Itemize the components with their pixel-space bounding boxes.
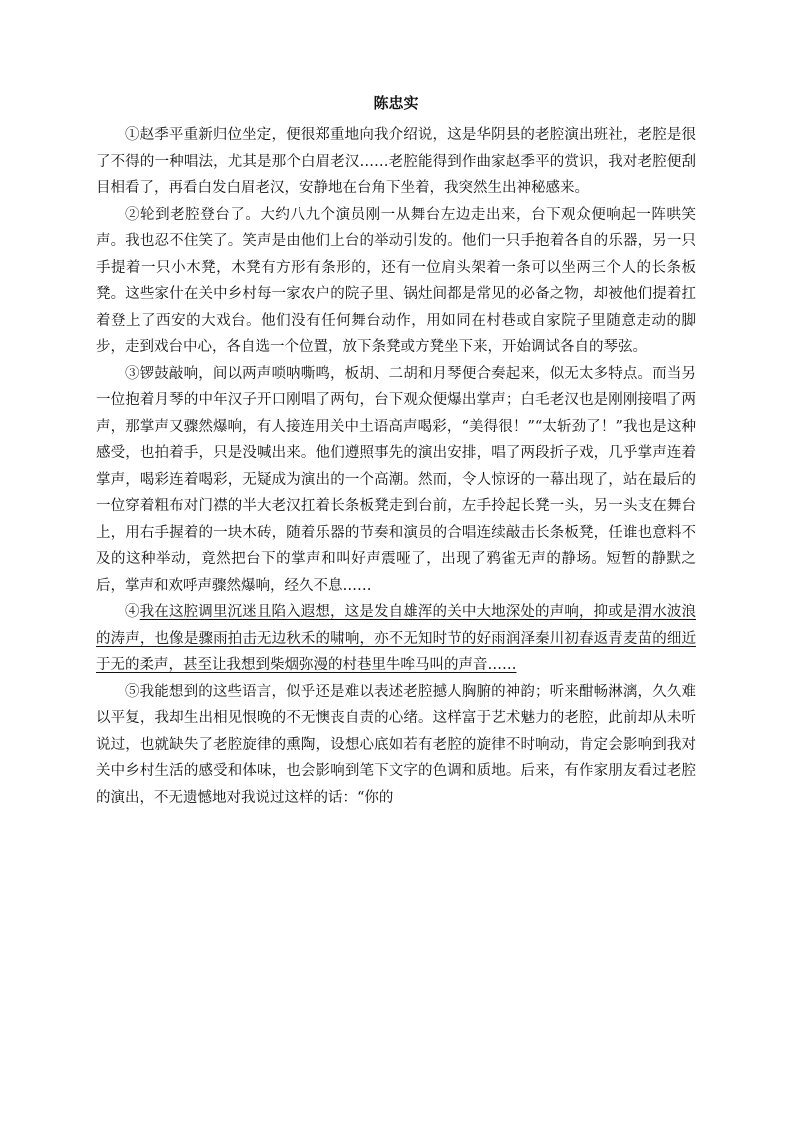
paragraph-4-underlined-text: 我在这腔调里沉迷且陷入遐想，这是发自雄浑的关中大地深处的声响，抑或是渭水波浪的涛声，也像是骤雨拍击无边秋禾的啸响，亦不无知时节的好雨润泽秦川初春返青麦苗的细近于无的柔声，甚至让我想到柴烟弥漫的村巷里牛哞马叫的声音…… bbox=[96, 604, 697, 673]
paragraph-1: ①赵季平重新归位坐定，便很郑重地向我介绍说，这是华阴县的老腔演出班社，老腔是很了不得的一种唱法，尤其是那个白眉老汉……老腔能得到作曲家赵季平的赏识，我对老腔便刮目相看了，再看白发白眉老汉，安静地在台角下坐着，我突然生出神秘感来。 bbox=[96, 127, 696, 196]
paragraph-2: ②轮到老腔登台了。大约八九个演员刚一从舞台左边走出来，台下观众便响起一阵哄笑声。我也忍不住笑了。笑声是由他们上台的举动引发的。他们一只手抱着各自的乐器，另一只手提着一只小木凳，木凳有方形有条形的，还有一位肩头架着一条可以坐两三个人的长条板凳。这些家什在关中乡村每一家农户的院子里、锅灶间都是常见的必备之物，却被他们提着扛着登上了西安的大戏台。他们没有任何舞台动作，用如同在村巷或自家院子里随意走动的脚步，走到戏台中心，各自选一个位置，放下条凳或方凳坐下来，开始调试各自的琴弦。 bbox=[96, 206, 696, 355]
paragraph-5: ⑤我能想到的这些语言，似乎还是难以表述老腔撼人胸腑的神韵；听来酣畅淋漓，久久难以平复，我却生出相见恨晚的不无懊丧自责的心绪。这样富于艺术魅力的老腔，此前却从未听说过，也就缺失了老腔旋律的熏陶，设想心底如若有老腔的旋律不时响动，肯定会影响到我对关中乡村生活的感受和体味，也会影响到笔下文字的色调和质地。后来，有作家朋友看过老腔的演出，不无遗憾地对我说过这样的话：“你的 bbox=[96, 683, 696, 806]
paragraph-4 bbox=[96, 599, 696, 679]
document-content bbox=[96, 92, 696, 811]
paragraph-4-number: ④ bbox=[125, 604, 140, 620]
page-title: 陈忠实 bbox=[373, 94, 419, 112]
paragraph-3: ③锣鼓敲响，间以两声唢呐嘶鸣，板胡、二胡和月琴便合奏起来，似无太多特点。而当另一位抱着月琴的中年汉子开口刚唱了两句，台下观众便爆出掌声；白毛老汉也是刚刚接唱了两声，那掌声又骤然爆响，有人接连用关中土语高声喝彩，“美得很！”“太斩劲了！”我也是这种感受，也拍着手，只是没喊出来。他们遵照事先的演出安排，唱了两段折子戏，几乎掌声连着掌声，喝彩连着喝彩，无疑成为演出的一个高潮。然而，令人惊讶的一幕出现了，站在最后的一位穿着粗布对门襟的半大老汉扛着长条板凳走到台前，左手拎起长凳一头，另一头支在舞台上，用右手握着的一块木砖，随着乐器的节奏和演员的合唱连续敲击长条板凳，任谁也意料不及的这种举动，竟然把台下的掌声和叫好声震哑了，出现了鸦雀无声的静场。短暂的静默之后，掌声和欢呼声骤然爆响，经久不息…… bbox=[96, 365, 696, 594]
